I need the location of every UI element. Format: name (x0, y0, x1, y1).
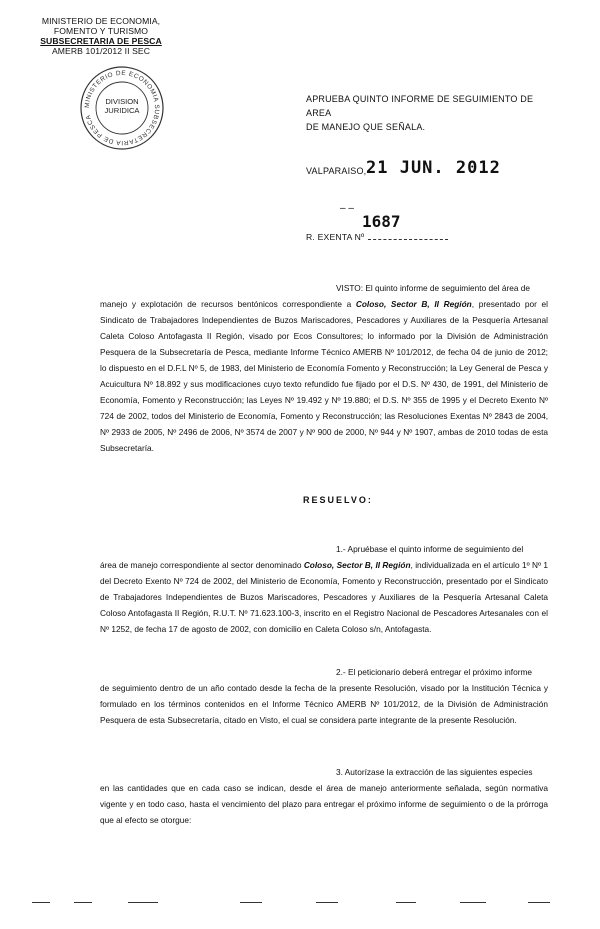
letterhead-reference: AMERB 101/2012 II SEC (51, 46, 151, 56)
point-1-paragraph (100, 541, 548, 637)
place-label: VALPARAISO, (306, 166, 367, 176)
resolution-number: 1687 (362, 212, 401, 231)
dash-mark: – – (340, 203, 354, 214)
resolution-blank (368, 232, 448, 240)
point-3-text: en las cantidades que en cada caso se indican, desde el área de manejo anteriormente señalada, según normativa vigente y en todo caso, hasta el vencimiento del plazo para entregar el próximo informe de seguimiento o de la prórroga que al efecto se otorgue: (100, 783, 548, 825)
point-2-text: de seguimiento dentro de un año contado desde la fecha de la presente Resolución, visado por la Institución Técnica y formulado en los términos contenidos en el Informe Técnico AMERB Nº 101/2012, de la División de Administración Pesquera de esta Subsecretaría, citado en Visto, el cual se considera parte integrante de la presente Resolución. (100, 683, 548, 725)
stamp-ring-text: MINISTERIO DE ECONOMIA SUBSECRETARIA DE PESCA (83, 69, 161, 147)
visto-area-name: Coloso, Sector B, II Región (355, 299, 472, 309)
letterhead-ministry: MINISTERIO DE ECONOMIA, (41, 16, 161, 26)
bottom-scan-marks (30, 896, 570, 912)
point-1-text-before: área de manejo correspondiente al sector denominado (100, 560, 304, 570)
scan-mark (316, 902, 338, 903)
document-title-line2: DE MANEJO QUE SEÑALA. (306, 122, 426, 132)
date-stamp: 21 JUN. 2012 (366, 158, 501, 178)
document-title-line1: APRUEBA QUINTO INFORME DE SEGUIMIENTO DE AREA (306, 94, 534, 118)
point-1-area-name: Coloso, Sector B, II Región (303, 560, 411, 570)
point-2-lead: 2.- El peticionario deberá entregar el próximo informe (336, 667, 532, 677)
official-stamp (78, 64, 166, 152)
resolution-line (306, 232, 448, 242)
resuelvo-heading: RESUELVO: (303, 495, 373, 505)
visto-text-rest: , presentado por el Sindicato de Trabajadores Independientes de Buzos Mariscadores, Pescadores y Auxiliares de la Pesquería Artesanal Caleta Coloso Antofagasta II Región, visado por Ecos Consultores; lo informado por la División de Administración Pesquera de la Subsecretaría de Pesca, mediante Informe Técnico AMERB Nº 101/2012, de fecha 04 de junio de 2012; lo dispuesto en el D.F.L Nº 5, de 1983, del Ministerio de Economía Fomento y Reconstrucción; la Ley General de Pesca y Acuicultura Nº 18.892 y sus modificaciones cuyo texto refundido fue fijado por el D.S. Nº 430, de 1991, del Ministerio de Economía, Fomento y Reconstrucción; las Leyes Nº 19.492 y Nº 19.880; el D.S. Nº 355 de 1995 y el Decreto Exento Nº 724 de 2002, todos del Ministerio de Economía, Fomento y Reconstrucción; las Resoluciones Exentas Nº 2843 de 2004, Nº 2933 de 2005, Nº 2496 de 2006, Nº 3574 de 2007 y Nº 900 de 2000, Nº 944 y Nº 1907, ambas de 2010 todas de esta Subsecretaría. (100, 299, 548, 453)
scan-mark (128, 902, 158, 903)
stamp-center-line2: JURIDICA (104, 106, 140, 115)
scan-mark (32, 902, 50, 903)
letterhead-ministry-sub: FOMENTO Y TURISMO (53, 26, 149, 36)
document-title (306, 92, 556, 134)
scan-mark (240, 902, 262, 903)
visto-paragraph (100, 280, 548, 456)
scan-mark (396, 902, 416, 903)
point-1-lead: 1.- Apruébase el quinto informe de seguimiento del (336, 544, 524, 554)
visto-lead: VISTO: El quinto informe de seguimiento del área de (336, 283, 531, 293)
stamp-center-line1: DIVISION (105, 97, 139, 106)
point-2-paragraph (100, 664, 548, 728)
stamp-center-text (78, 97, 166, 115)
visto-text-before: manejo y explotación de recursos bentónicos correspondiente a (100, 299, 356, 309)
point-1-text-rest: , individualizada en el artículo 1º Nº 1 del Decreto Exento Nº 724 de 2002, del Ministerio de Economía, Fomento y Reconstrucción, presentado por el Sindicato de Trabajadores Independientes de Buzos Mariscadores, Pescadores y Auxiliares de la Pesquería Artesanal Caleta Coloso Antofagasta II Región, R.U.T. Nº 71.623.100-3, inscrito en el Registro Nacional de Pescadores Artesanales con el Nº 1252, de fecha 17 de agosto de 2002, con domicilio en Caleta Coloso s/n, Antofagasta. (100, 560, 548, 634)
scan-mark (528, 902, 550, 903)
point-3-paragraph (100, 764, 548, 828)
scan-mark (460, 902, 486, 903)
point-3-lead: 3. Autorízase la extracción de las siguientes especies (336, 767, 533, 777)
scan-mark (74, 902, 92, 903)
letterhead-subsecretaria: SUBSECRETARIA DE PESCA (40, 36, 162, 46)
letterhead (36, 16, 166, 56)
resolution-label: R. EXENTA Nº (306, 232, 365, 242)
